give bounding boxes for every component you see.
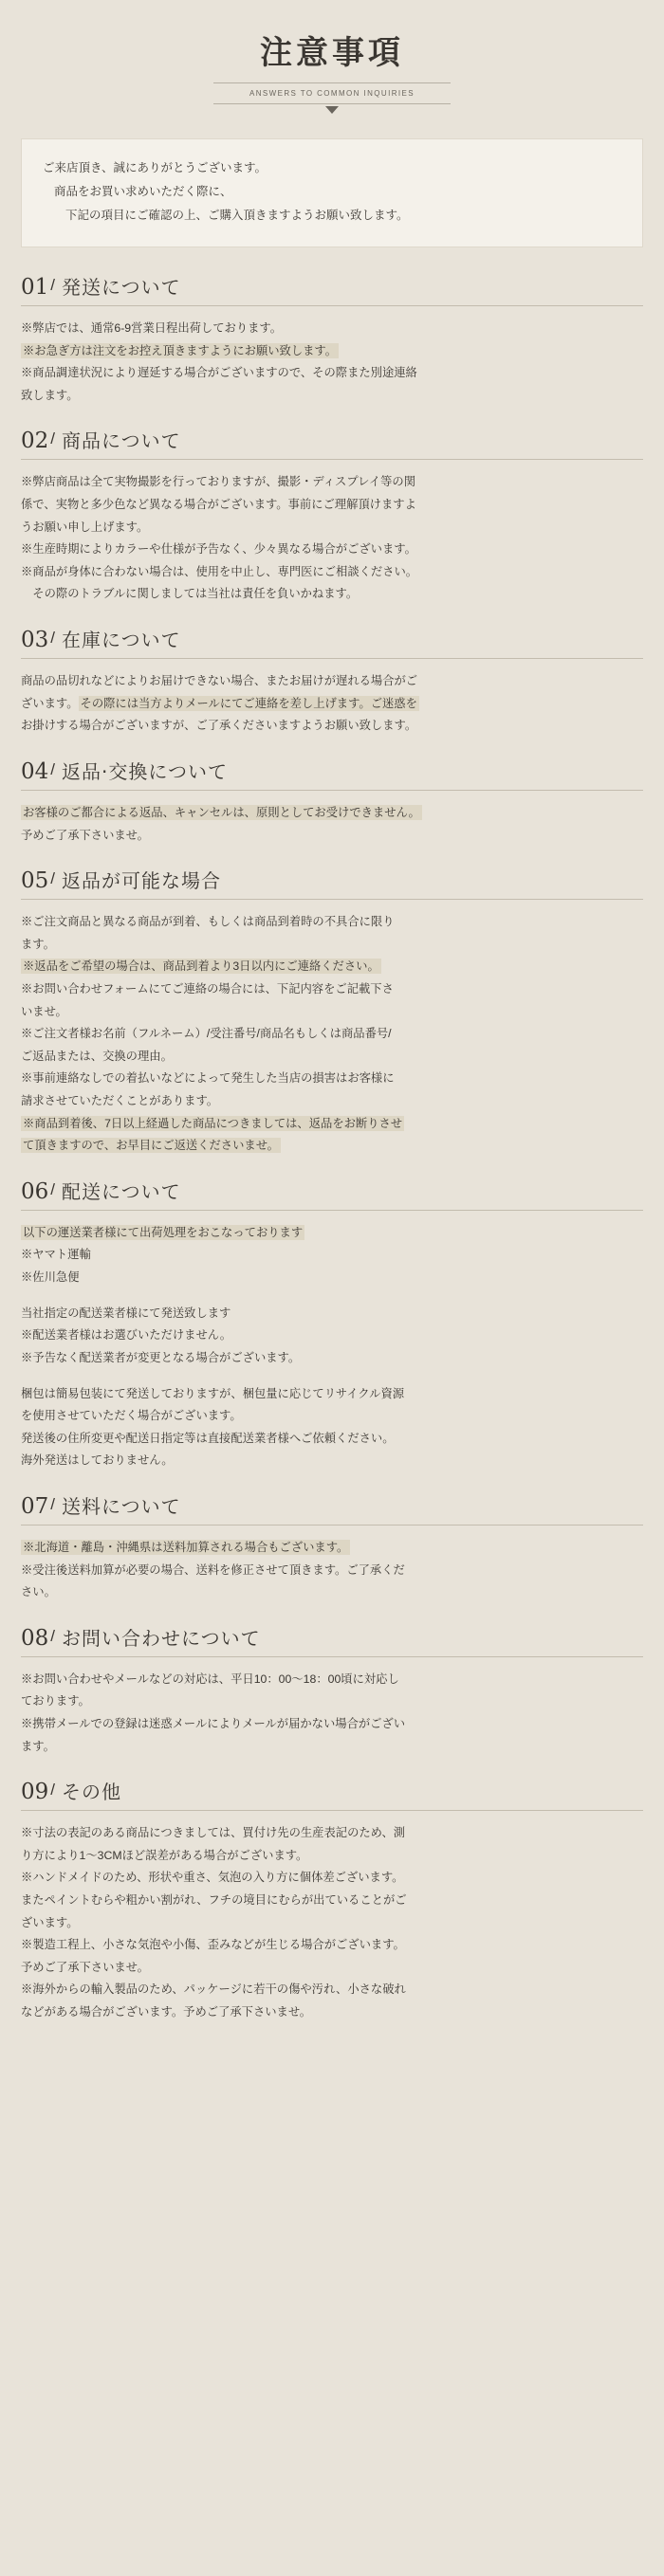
paragraph-spacer (21, 1289, 643, 1303)
section-title: 商品について (62, 429, 181, 453)
section-line: ※携帯メールでの登録は迷惑メールによりメールが届かない場合がござい (21, 1716, 406, 1730)
section-line: などがある場合がございます。予めご了承下さいませ。 (21, 2005, 312, 2019)
section-line: ※商品調達状況により遅延する場合がございますので、その際また別途連絡 (21, 366, 417, 380)
section-line: ※予告なく配送業者が変更となる場合がございます。 (21, 1350, 301, 1364)
section-title: その他 (62, 1781, 122, 1804)
highlighted-text: ※お急ぎ方は注文をお控え頂きますようにお願い致します。 (23, 343, 338, 357)
section (21, 1758, 643, 2023)
section-line: ※受注後送料加算が必要の場合、送料を修正させて頂きます。ご了承くだ (21, 1562, 405, 1577)
section-line: ※生産時期によりカラーや仕様が予告なく、少々異なる場合がございます。 (21, 542, 416, 557)
section-line: ※佐川急便 (21, 1270, 80, 1285)
section-line: ※事前連絡なしでの着払いなどによって発生した当店の損害はお客様に (21, 1071, 395, 1086)
section-line: ております。 (21, 1694, 90, 1708)
intro-line-3: 下記の項目にご確認の上、ご購入頂きますようお願い致します。 (65, 209, 409, 222)
section-number: 01 (21, 275, 49, 300)
section-line: またペイントむらや粗かい割がれ、フチの境目にむらが出ていることがご (21, 1893, 407, 1908)
intro-line-2: 商品をお買い求めいただく際に、 (54, 185, 232, 198)
section-title: 発送について (62, 276, 181, 299)
section-number: 07 (21, 1493, 49, 1519)
section-line: いませ。 (21, 1004, 67, 1018)
section-body (21, 1822, 643, 2023)
section-line: 請求させていただくことがあります。 (21, 1094, 219, 1108)
section-line: うお願い申し上げます。 (21, 520, 149, 534)
section-line (21, 956, 643, 978)
highlighted-text: ※商品到着後、7日以上経過した商品につきましては、返品をお断りさせ (23, 1116, 403, 1130)
section-slash: / (50, 1494, 56, 1513)
section-body (21, 1537, 643, 1604)
section-line: さい。 (21, 1585, 56, 1599)
section-line: 当社指定の配送業者様にて発送致します (21, 1306, 231, 1320)
section-line: を使用させていただく場合がございます。 (21, 1409, 242, 1423)
section (21, 847, 643, 1158)
section (21, 1472, 643, 1604)
section-line: ます。 (21, 1739, 55, 1753)
section-line: ます。 (21, 937, 55, 951)
section-line: ざいます。 その際には当方よりメールにてご連絡を差し上げます。ご迷惑を (21, 696, 417, 710)
section-number: 05 (21, 868, 49, 894)
section-heading (21, 1491, 643, 1526)
section-line: 予めご了承下さいませ。 (21, 828, 149, 842)
section-body (21, 1222, 643, 1472)
section-number: 06 (21, 1178, 49, 1204)
header-rule (213, 82, 451, 104)
section-number: 03 (21, 628, 49, 653)
section-number: 04 (21, 758, 49, 784)
section-line: ご返品または、交換の理由。 (21, 1049, 173, 1063)
section-slash: / (50, 1781, 56, 1800)
section (21, 606, 643, 738)
section-title: 配送について (62, 1179, 181, 1203)
section-line (21, 1222, 643, 1245)
section-body (21, 911, 643, 1158)
highlighted-text: ※返品をご希望の場合は、商品到着より3日以内にご連絡ください。 (23, 959, 379, 974)
section-line: ※製造工程上、小さな気泡や小傷、歪みなどが生じる場合がございます。 (21, 1938, 405, 1952)
highlighted-text: お客様のご都合による返品、キャンセルは、原則としてお受けできません。 (23, 805, 420, 819)
section-line: 商品の品切れなどによりお届けできない場合、またお届けが遅れる場合がご (21, 674, 418, 688)
section-line: ※お問い合わせやメールなどの対応は、平日10：00～18：00頃に対応し (21, 1672, 399, 1686)
section-line: お掛けする場合がございますが、ご了承くださいますようお願い致します。 (21, 719, 417, 733)
section-line (21, 1113, 643, 1136)
section-slash: / (50, 429, 56, 448)
section-body (21, 318, 643, 407)
section-body (21, 802, 643, 847)
section-body (21, 471, 643, 606)
section (21, 407, 643, 606)
section-heading (21, 1623, 643, 1657)
intro-line-1: ご来店頂き、誠にありがとうございます。 (43, 161, 267, 174)
section-line: その際のトラブルに関しましては当社は責任を負いかねます。 (21, 587, 359, 601)
section-number: 08 (21, 1625, 49, 1651)
section-title: 送料について (62, 1494, 181, 1518)
page-header (0, 0, 664, 118)
section-line: ※商品が身体に合わない場合は、使用を中止し、専門医にご相談ください。 (21, 564, 418, 578)
section-heading (21, 625, 643, 659)
section-slash: / (50, 759, 56, 778)
section-line: 係で、実物と多少色など異なる場合がございます。事前にご理解頂けますよ (21, 498, 416, 512)
section-line: 梱包は簡易包装にて発送しておりますが、梱包量に応じてリサイクル資源 (21, 1386, 405, 1400)
section-slash: / (50, 276, 56, 294)
section-line: ※お問い合わせフォームにてご連絡の場合には、下記内容をご記載下さ (21, 981, 394, 996)
section-heading (21, 1177, 643, 1211)
section-body (21, 1669, 643, 1758)
section-heading (21, 272, 643, 306)
section (21, 253, 643, 407)
highlighted-text: て頂きますので、お早目にご返送くださいませ。 (23, 1139, 279, 1153)
section-line: 予めご了承下さいませ。 (21, 1960, 149, 1974)
section-slash: / (50, 629, 56, 648)
section-title: 返品が可能な場合 (62, 869, 222, 893)
chevron-down-icon (325, 106, 339, 114)
section-number: 09 (21, 1780, 49, 1805)
section-line (21, 1135, 643, 1158)
paragraph-spacer (21, 1370, 643, 1383)
section-line (21, 1537, 643, 1560)
section-line: ざいます。 (21, 1915, 79, 1929)
section-title: お問い合わせについて (62, 1626, 261, 1650)
section-slash: / (50, 1179, 56, 1198)
section-line (21, 340, 643, 363)
section-line: 海外発送はしておりません。 (21, 1453, 174, 1468)
section-number: 02 (21, 429, 49, 454)
section-body (21, 670, 643, 738)
section-title: 返品·交換について (62, 759, 228, 783)
section-heading (21, 426, 643, 460)
header-subtitle: ANSWERS TO COMMON INQUIRIES (213, 82, 451, 104)
section-line (21, 802, 643, 825)
section-heading (21, 1777, 643, 1811)
section-line: 発送後の住所変更や配送日指定等は直接配送業者様へご依頼ください。 (21, 1431, 395, 1445)
section (21, 1604, 643, 1758)
section-line: ※海外からの輸入製品のため、パッケージに若干の傷や汚れ、小さな破れ (21, 1982, 406, 1997)
section-line: ※ヤマト運輸 (21, 1248, 91, 1262)
section (21, 738, 643, 847)
section-slash: / (50, 1626, 56, 1645)
section-line: 致します。 (21, 388, 79, 402)
highlighted-text: その際には当方よりメールにてご連絡を差し上げます。ご迷惑を (80, 696, 417, 710)
section-line: ※配送業者様はお選びいただけません。 (21, 1328, 232, 1343)
section-line: ※ハンドメイドのため、形状や重さ、気泡の入り方に個体差ございます。 (21, 1871, 404, 1885)
sections-container (21, 253, 643, 2024)
section-heading (21, 757, 643, 791)
section-line: ※ご注文者様お名前（フルネーム）/受注番号/商品名もしくは商品番号/ (21, 1027, 392, 1041)
section-line: ※弊店では、通常6-9営業日程出荷しております。 (21, 321, 283, 335)
section-title: 在庫について (62, 629, 181, 652)
section-slash: / (50, 869, 56, 888)
page-title: 注意事項 (260, 34, 404, 72)
highlighted-text: ※北海道・離島・沖縄県は送料加算される場合もございます。 (23, 1540, 349, 1554)
section-line: ※寸法の表記のある商品につきましては、買付け先の生産表記のため、測 (21, 1826, 406, 1840)
section-line: ※ご注文商品と異なる商品が到着、もしくは商品到着時の不具合に限り (21, 915, 395, 929)
section-line: ※弊店商品は全て実物撮影を行っておりますが、撮影・ディスプレイ等の関 (21, 475, 416, 489)
section (21, 1158, 643, 1472)
section-heading (21, 866, 643, 900)
highlighted-text: 以下の運送業者様にて出荷処理をおこなっております (23, 1225, 304, 1239)
intro-box (21, 138, 643, 247)
section-line: り方により1～3CMほど誤差がある場合がございます。 (21, 1848, 308, 1862)
